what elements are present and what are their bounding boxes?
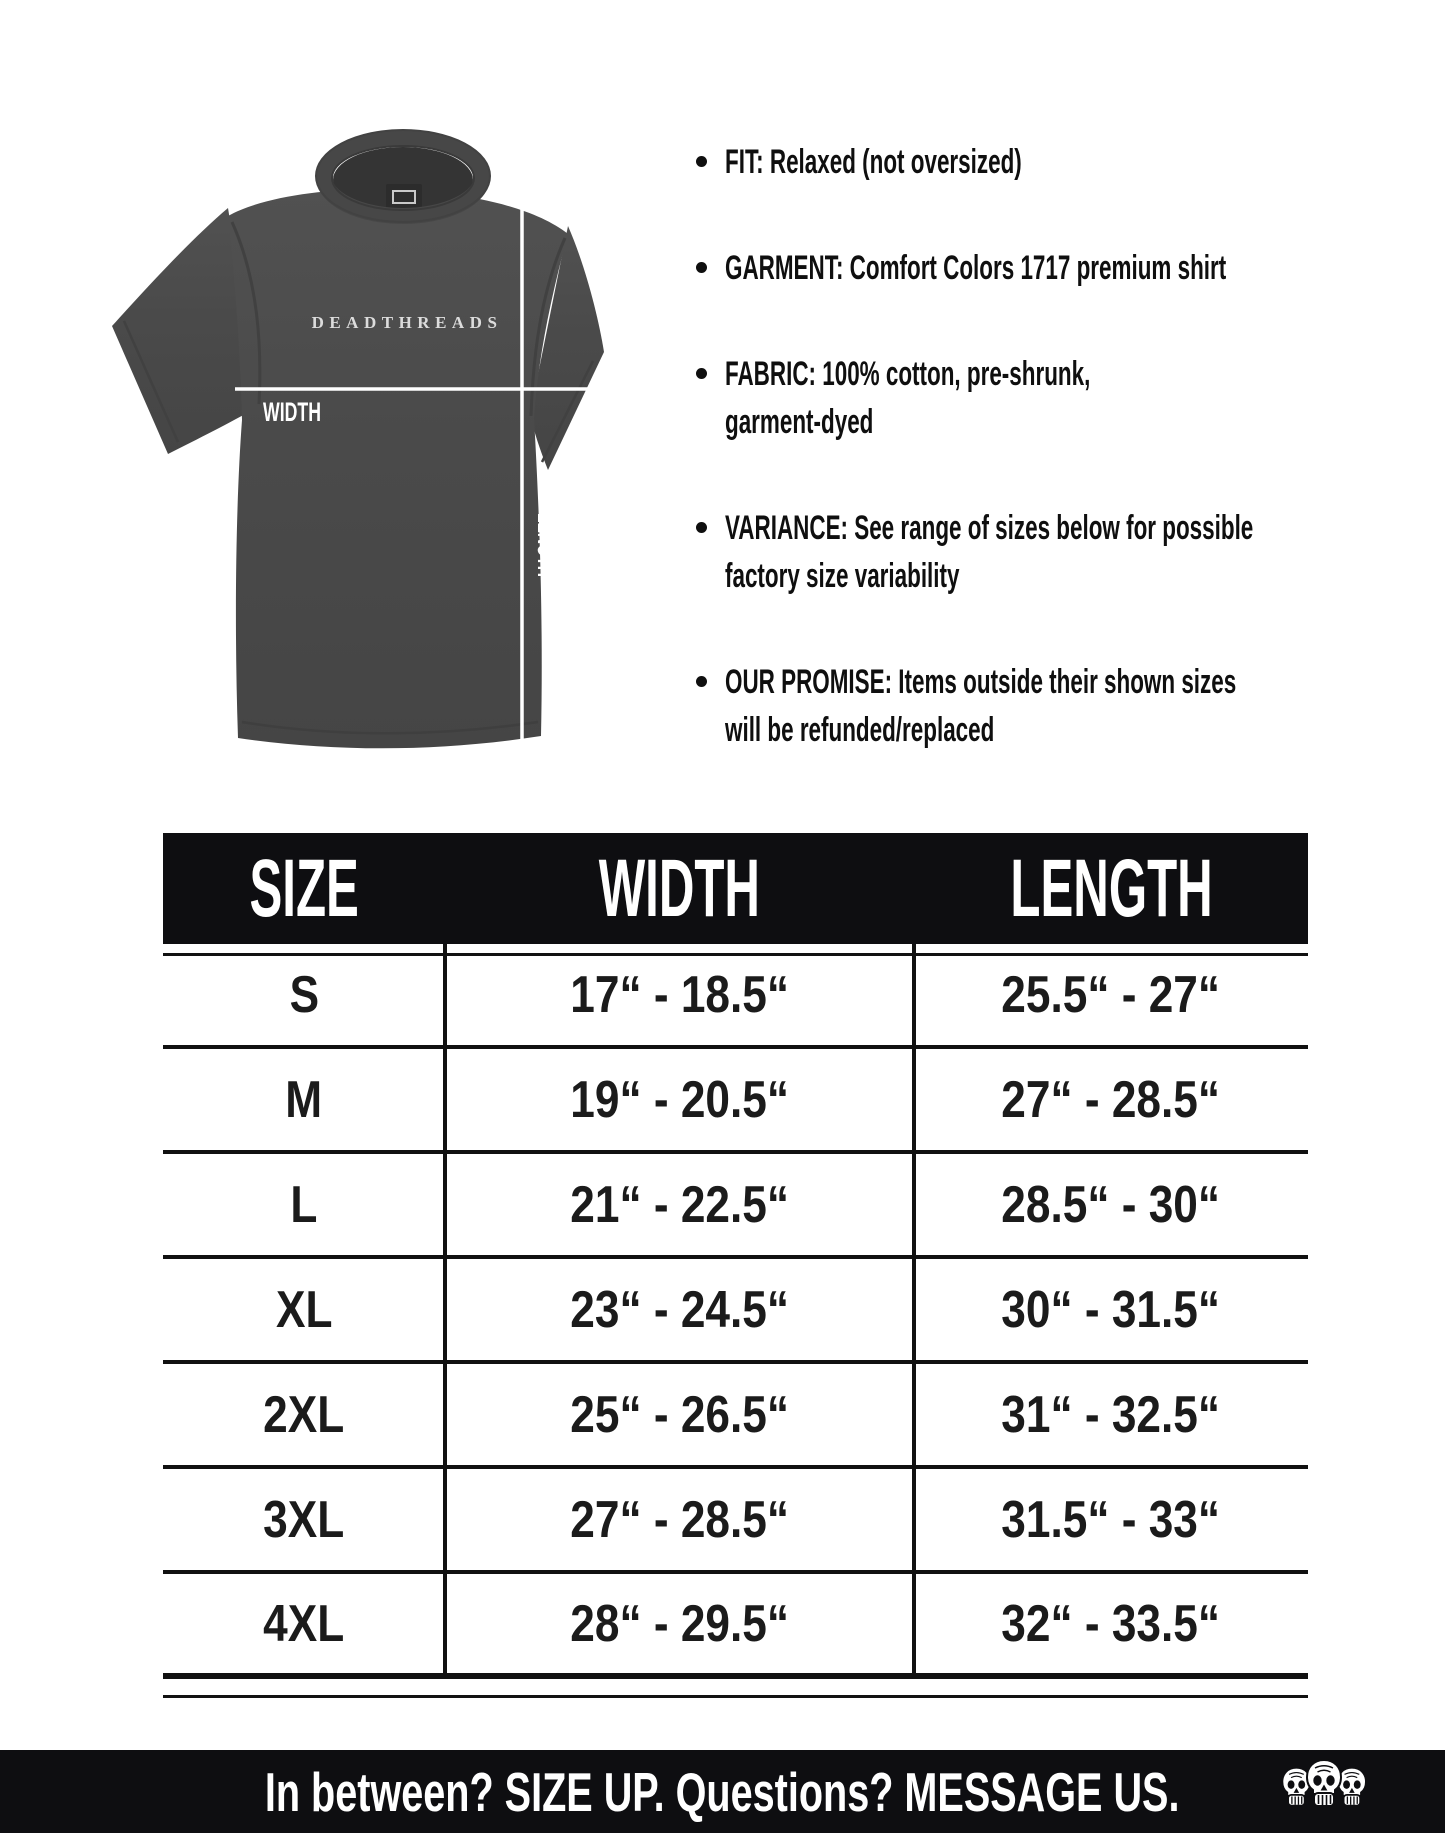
size-table-header	[163, 833, 1308, 944]
list-item-promise	[696, 658, 1445, 754]
column-divider	[443, 944, 447, 1679]
list-item-variance	[696, 504, 1445, 600]
list-item-fit	[696, 138, 1445, 186]
bullet-dot	[696, 262, 707, 273]
cell-size: L	[290, 1175, 318, 1234]
bullet-text: will be refunded/replaced	[725, 711, 995, 749]
cell-size: 4XL	[263, 1594, 345, 1653]
table-row-4xl	[163, 1574, 1308, 1679]
cell-size: XL	[275, 1280, 333, 1339]
bullet-text: VARIANCE: See range of sizes below for possible	[725, 509, 1254, 547]
cell-width: 21“ - 22.5“	[570, 1175, 790, 1234]
cell-width: 28“ - 29.5“	[570, 1594, 790, 1653]
cell-size: S	[289, 965, 319, 1024]
cell-size: 3XL	[263, 1490, 345, 1549]
table-row-m	[163, 1049, 1308, 1154]
bullet-text: OUR PROMISE: Items outside their shown sizes	[725, 663, 1237, 701]
cell-length: 28.5“ - 30“	[1001, 1175, 1221, 1234]
header-cell-size: SIZE	[249, 842, 359, 934]
bullet-dot	[696, 522, 707, 533]
footer-bar	[0, 1750, 1445, 1833]
size-table-body	[163, 944, 1308, 1679]
product-details-list	[696, 138, 1445, 812]
bullet-text: FIT: Relaxed (not oversized)	[725, 143, 1022, 181]
cell-length: 25.5“ - 27“	[1001, 965, 1221, 1024]
bullet-text: GARMENT: Comfort Colors 1717 premium shirt	[725, 249, 1227, 287]
cell-length: 32“ - 33.5“	[1001, 1594, 1221, 1653]
length-label: LENGTH	[532, 513, 562, 624]
header-cell-length: LENGTH	[1009, 842, 1213, 934]
bullet-text: FABRIC: 100% cotton, pre-shrunk,	[725, 355, 1091, 393]
tshirt-graphic	[70, 120, 610, 760]
footer-message: In between? SIZE UP. Questions? MESSAGE US.	[265, 1760, 1180, 1823]
column-divider	[912, 944, 916, 1679]
three-skulls-icon	[1279, 1758, 1369, 1825]
shirt-body	[228, 189, 568, 748]
size-table	[163, 833, 1308, 1713]
cell-length: 31.5“ - 33“	[1001, 1490, 1221, 1549]
bullet-text: factory size variability	[725, 557, 960, 595]
bullet-dot	[696, 368, 707, 379]
list-item-garment	[696, 244, 1445, 292]
chest-print: DEADTHREADS	[311, 313, 503, 332]
width-label: WIDTH	[263, 397, 321, 427]
cell-width: 17“ - 18.5“	[570, 965, 790, 1024]
cell-width: 25“ - 26.5“	[570, 1385, 790, 1444]
cell-size: M	[285, 1070, 323, 1129]
cell-width: 27“ - 28.5“	[570, 1490, 790, 1549]
cell-length: 27“ - 28.5“	[1001, 1070, 1221, 1129]
cell-length: 31“ - 32.5“	[1001, 1385, 1221, 1444]
cell-size: 2XL	[263, 1385, 345, 1444]
table-row-l	[163, 1154, 1308, 1259]
cell-width: 23“ - 24.5“	[570, 1280, 790, 1339]
bullet-text: garment-dyed	[725, 403, 874, 441]
bullet-dot	[696, 156, 707, 167]
cell-length: 30“ - 31.5“	[1001, 1280, 1221, 1339]
table-row-3xl	[163, 1469, 1308, 1574]
cell-width: 19“ - 20.5“	[570, 1070, 790, 1129]
bullet-dot	[696, 676, 707, 687]
table-row-s	[163, 944, 1308, 1049]
table-row-xl	[163, 1259, 1308, 1364]
table-bottom-rule	[163, 1695, 1308, 1698]
list-item-fabric	[696, 350, 1445, 446]
table-row-2xl	[163, 1364, 1308, 1469]
header-cell-width: WIDTH	[599, 842, 761, 934]
